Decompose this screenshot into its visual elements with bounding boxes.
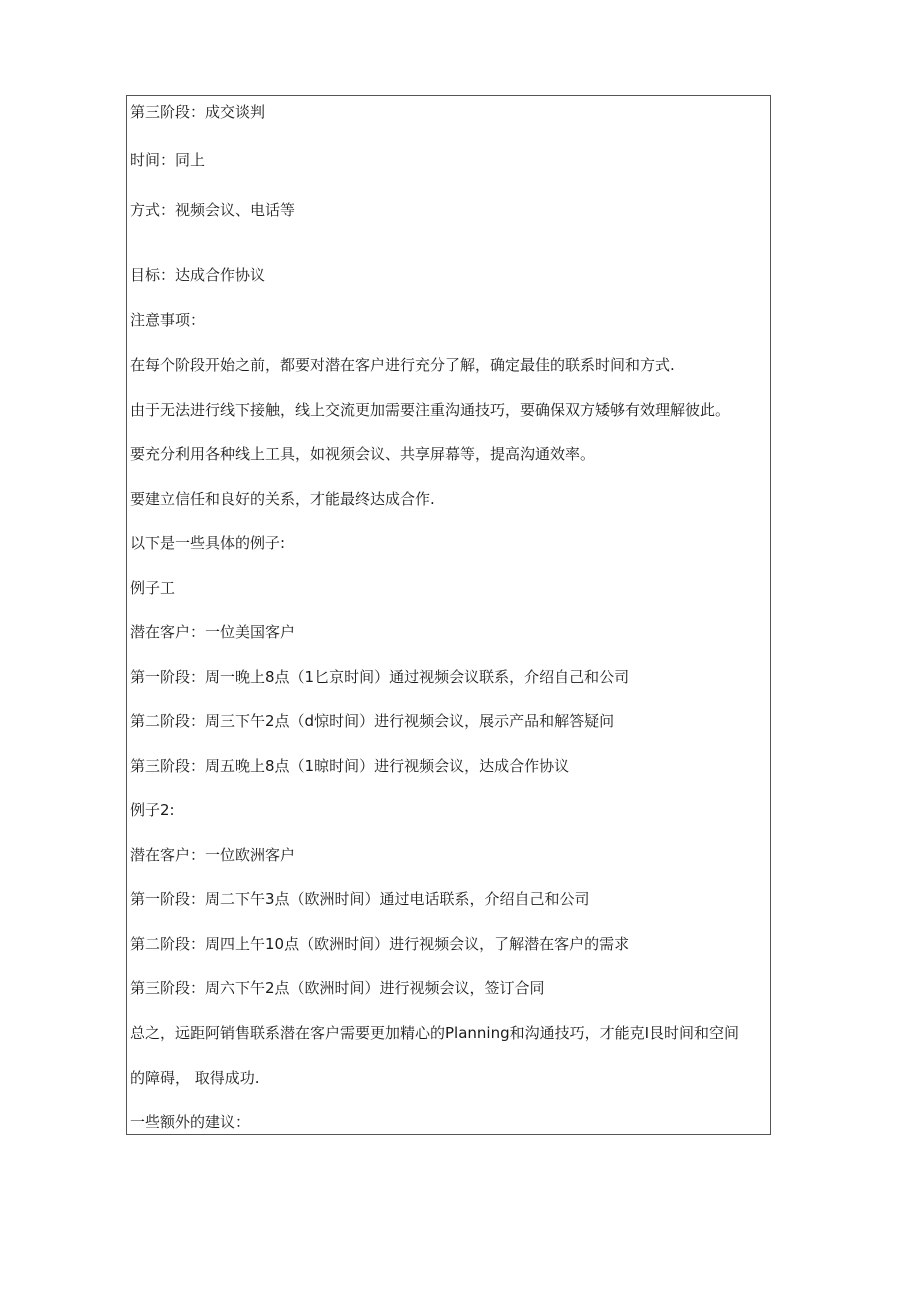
text-line: 由于无法进行线下接触，线上交流更加需要注重沟通技巧，要确保双方矮够有效理解彼此。 [130, 401, 731, 419]
text-line: 潜在客户：一位欧洲客户 [130, 846, 296, 864]
text-line: 的障碍， 取得成功. [130, 1069, 260, 1087]
text-line: 方式：视频会议、电话等 [130, 201, 296, 219]
text-line: 以下是一些具体的例子: [130, 534, 286, 552]
text-line: 要充分利用各种线上工具，如视须会议、共享屏幕等，提高沟通效率。 [130, 445, 596, 463]
text-line: 第三阶段：成交谈判 [130, 103, 266, 121]
text-line: 例子工 [130, 579, 176, 597]
text-line: 注意事项： [130, 311, 206, 329]
text-line: 总之，远距阿销售联系潜在客户需要更加精心的Planning和沟通技巧，才能克I艮时间和空间 [130, 1024, 740, 1042]
text-line: 第三阶段：周六下午2点（欧洲时间）进行视频会议，签订合同 [130, 979, 545, 997]
text-line: 时间：同上 [130, 151, 206, 169]
document-frame [126, 95, 771, 1135]
text-line: 第一阶段：周二下午3点（欧洲时间）通过电话联系，介绍自己和公司 [130, 890, 590, 908]
text-line: 在每个阶段开始之前，都要对潜在客户进行充分了解，确定最佳的联系时间和方式. [130, 356, 675, 374]
text-line: 潜在客户：一位美国客户 [130, 623, 296, 641]
text-line: 第三阶段：周五晚上8点（1晾时间）进行视频会议，达成合作协议 [130, 757, 570, 775]
text-line: 目标：达成合作协议 [130, 266, 266, 284]
text-line: 第二阶段：周四上午10点（欧洲时间）进行视频会议，了解潜在客户的需求 [130, 935, 630, 953]
text-line: 例子2: [130, 801, 175, 819]
text-line: 第二阶段：周三下午2点（d惊时间）进行视频会议，展示产品和解答疑问 [130, 712, 615, 730]
text-line: 第一阶段：周一晚上8点（1匕京时间）通过视频会议联系，介绍自己和公司 [130, 668, 630, 686]
text-line: 要建立信任和良好的关系，才能最终达成合作. [130, 490, 435, 508]
text-line: 一些额外的建议： [130, 1113, 251, 1131]
